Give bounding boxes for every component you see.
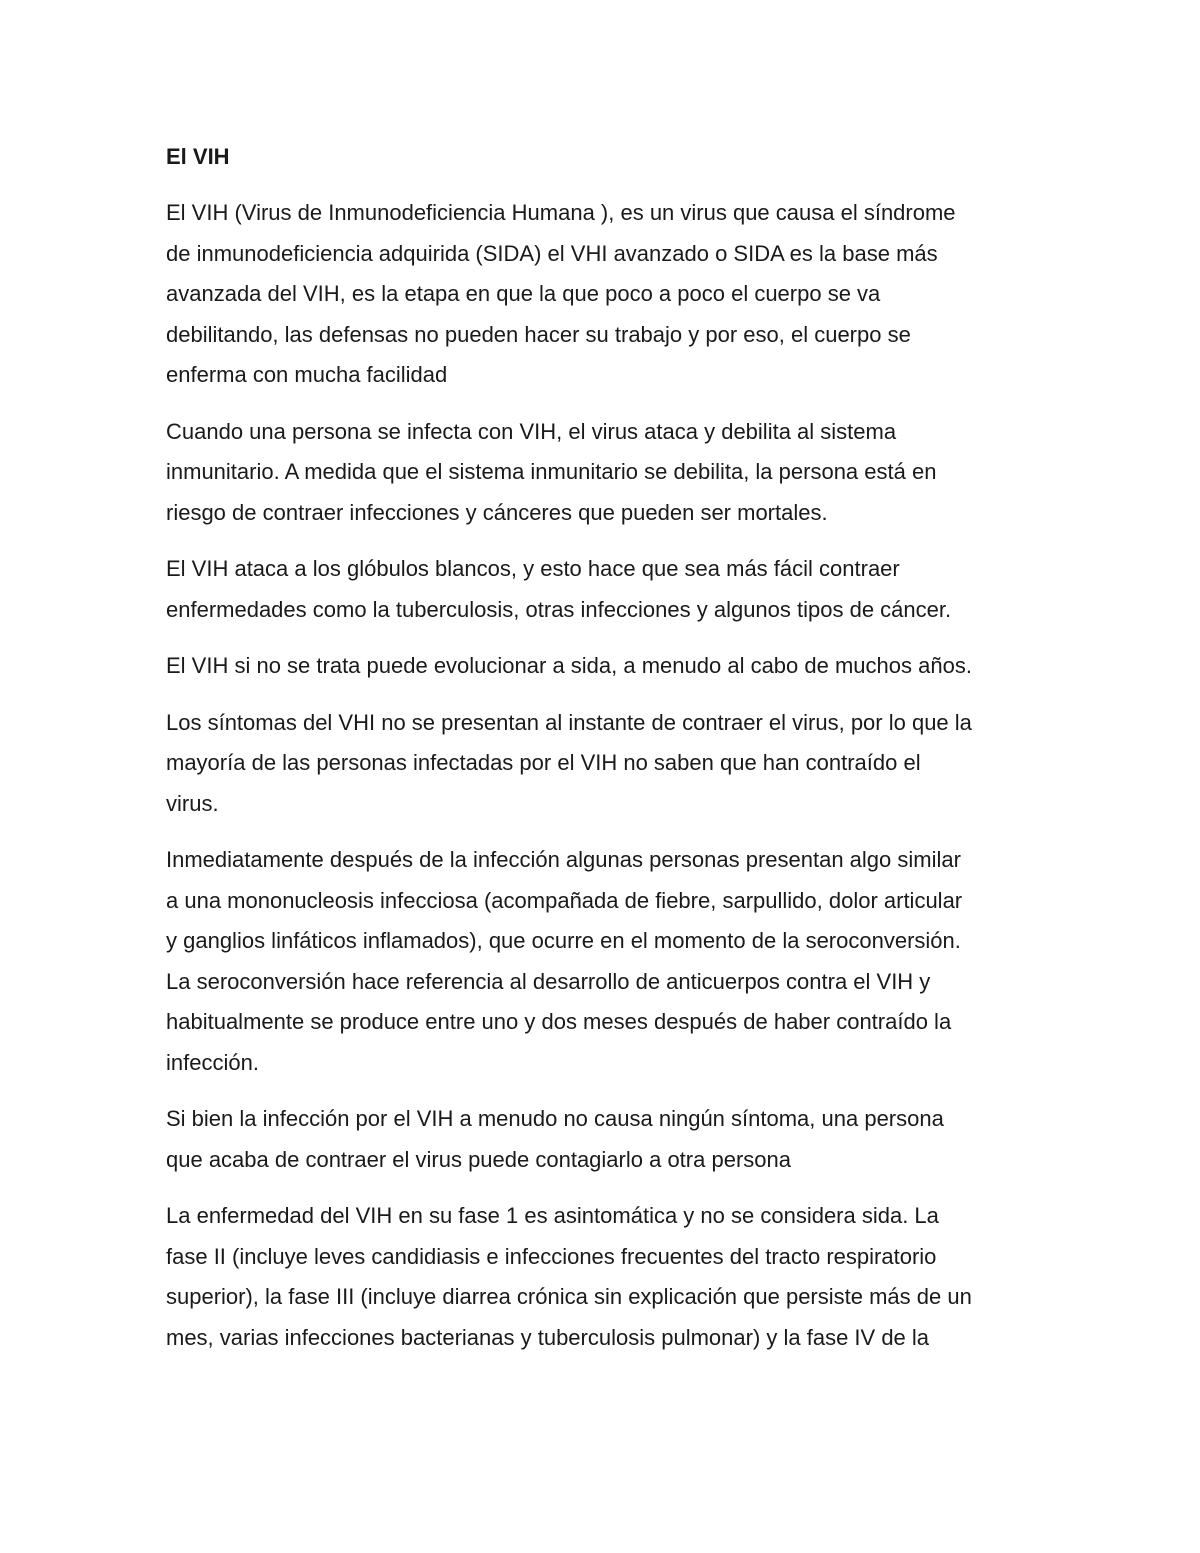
document-title: El VIH — [166, 144, 230, 169]
paragraph — [166, 1099, 1038, 1180]
text-line: Cuando una persona se infecta con VIH, el virus ataca y debilita al sistema — [166, 418, 897, 444]
text-line: El VIH (Virus de Inmunodeficiencia Humana ), es un virus que causa el síndrome — [166, 200, 956, 225]
text-line: habitualmente se produce entre uno y dos meses después de haber contraído la — [166, 1009, 952, 1034]
text-line: Los síntomas del VHI no se presentan al instante de contraer el virus, por lo que la — [166, 709, 972, 735]
text-line: virus. — [166, 790, 219, 816]
paragraph — [166, 840, 1038, 1083]
text-line: a una mononucleosis infecciosa (acompañada de fiebre, sarpullido, dolor articular — [166, 887, 963, 913]
text-line: La enfermedad del VIH en su fase 1 es asintomática y no se considera sida. La — [166, 1203, 939, 1228]
text-line: Inmediatamente después de la infección algunas personas presentan algo similar — [166, 847, 961, 872]
text-line: El VIH ataca a los glóbulos blancos, y esto hace que sea más fácil contraer — [166, 556, 900, 581]
text-line: infección. — [166, 1049, 259, 1075]
text-line: avanzada del VIH, es la etapa en que la que poco a poco el cuerpo se va — [166, 281, 881, 306]
document-body — [166, 193, 1038, 1358]
text-line: riesgo de contraer infecciones y cánceres que pueden ser mortales. — [166, 499, 828, 525]
text-line: inmunitario. A medida que el sistema inmunitario se debilita, la persona está en — [166, 459, 937, 484]
text-line: y ganglios linfáticos inflamados), que ocurre en el momento de la seroconversión. — [166, 928, 961, 953]
paragraph — [166, 193, 1038, 396]
paragraph — [166, 703, 1038, 825]
text-line: debilitando, las defensas no pueden hacer su trabajo y por eso, el cuerpo se — [166, 321, 911, 347]
text-line: fase II (incluye leves candidiasis e infecciones frecuentes del tracto respiratorio — [166, 1243, 937, 1269]
paragraph — [166, 549, 1038, 630]
paragraph — [166, 1196, 1038, 1358]
text-line: mayoría de las personas infectadas por el VIH no saben que han contraído el — [166, 750, 921, 775]
paragraph — [166, 646, 1038, 687]
paragraph — [166, 412, 1038, 534]
text-line: superior), la fase III (incluye diarrea crónica sin explicación que persiste más de un — [166, 1284, 972, 1309]
text-line: Si bien la infección por el VIH a menudo no causa ningún síntoma, una persona — [166, 1106, 944, 1131]
document-content — [166, 137, 1038, 1374]
text-line: mes, varias infecciones bacterianas y tuberculosis pulmonar) y la fase IV de la — [166, 1324, 930, 1350]
text-line: enfermedades como la tuberculosis, otras infecciones y algunos tipos de cáncer. — [166, 596, 952, 622]
text-line: El VIH si no se trata puede evolucionar a sida, a menudo al cabo de muchos años. — [166, 653, 972, 678]
text-line: que acaba de contraer el virus puede contagiarlo a otra persona — [166, 1146, 791, 1172]
text-line: La seroconversión hace referencia al desarrollo de anticuerpos contra el VIH y — [166, 968, 931, 994]
text-line: de inmunodeficiencia adquirida (SIDA) el VHI avanzado o SIDA es la base más — [166, 240, 938, 266]
text-line: enferma con mucha facilidad — [166, 362, 448, 387]
